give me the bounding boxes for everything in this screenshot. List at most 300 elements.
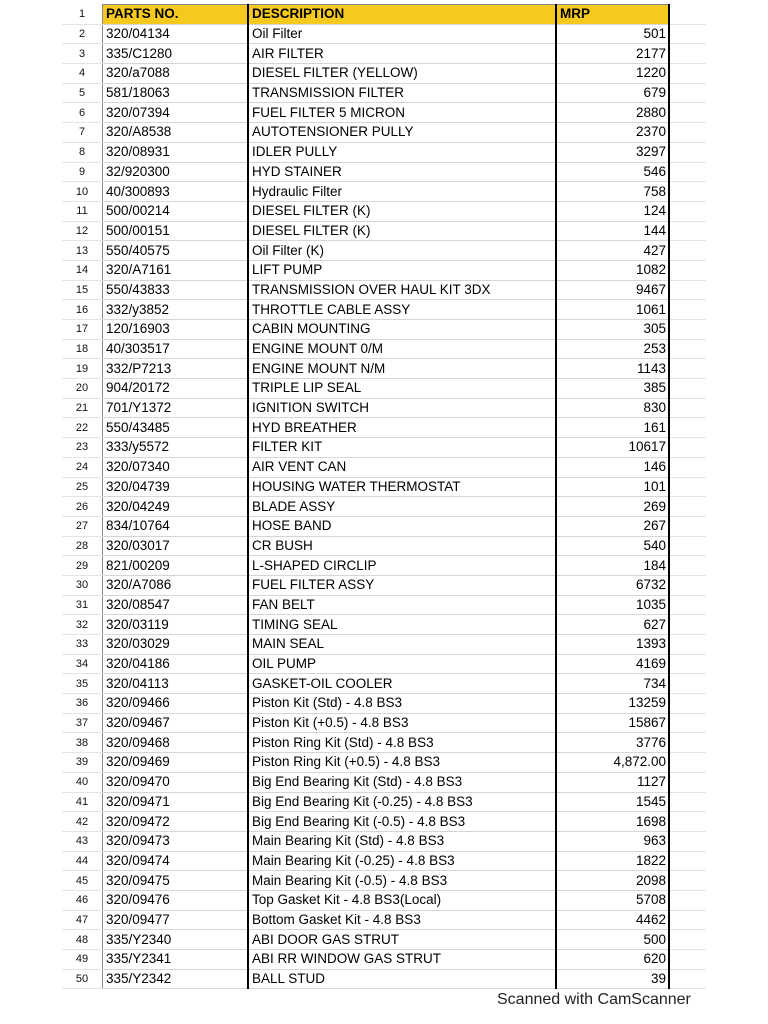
row-number: 13 <box>62 241 103 261</box>
description-cell: FUEL FILTER 5 MICRON <box>248 103 556 123</box>
empty-cell <box>669 103 706 123</box>
empty-cell <box>669 241 706 261</box>
table-row <box>62 930 706 950</box>
part-number-cell: 320/09466 <box>103 694 249 714</box>
empty-cell <box>669 339 706 359</box>
table-row <box>62 556 706 576</box>
row-number: 7 <box>62 123 103 143</box>
table-row <box>62 201 706 221</box>
part-number-cell: 320/04134 <box>103 24 249 44</box>
part-number-cell: 320/07340 <box>103 457 249 477</box>
row-number: 37 <box>62 713 103 733</box>
mrp-cell: 427 <box>556 241 669 261</box>
description-cell: Oil Filter <box>248 24 556 44</box>
mrp-cell: 3776 <box>556 733 669 753</box>
row-number: 2 <box>62 24 103 44</box>
part-number-cell: 320/04186 <box>103 654 249 674</box>
description-cell: Big End Bearing Kit (-0.25) - 4.8 BS3 <box>248 792 556 812</box>
empty-cell <box>669 635 706 655</box>
mrp-cell: 1698 <box>556 812 669 832</box>
row-number: 33 <box>62 635 103 655</box>
mrp-cell: 679 <box>556 83 669 103</box>
table-row <box>62 438 706 458</box>
description-cell: AIR VENT CAN <box>248 457 556 477</box>
table-row <box>62 536 706 556</box>
row-number: 42 <box>62 812 103 832</box>
part-number-cell: 320/09467 <box>103 713 249 733</box>
table-row <box>62 910 706 930</box>
empty-cell <box>669 398 706 418</box>
part-number-cell: 320/09472 <box>103 812 249 832</box>
row-number: 16 <box>62 300 103 320</box>
table-row <box>62 457 706 477</box>
empty-cell <box>669 123 706 143</box>
table-row <box>62 339 706 359</box>
empty-cell <box>669 595 706 615</box>
row-number: 15 <box>62 280 103 300</box>
description-cell: LIFT PUMP <box>248 260 556 280</box>
empty-cell <box>669 575 706 595</box>
mrp-cell: 3297 <box>556 142 669 162</box>
empty-cell <box>669 260 706 280</box>
row-number: 47 <box>62 910 103 930</box>
table-row <box>62 792 706 812</box>
scanner-watermark: Scanned with CamScanner <box>497 991 691 1008</box>
part-number-cell: 701/Y1372 <box>103 398 249 418</box>
mrp-cell: 385 <box>556 379 669 399</box>
description-cell: TIMING SEAL <box>248 615 556 635</box>
description-cell: FAN BELT <box>248 595 556 615</box>
table-row <box>62 320 706 340</box>
description-cell: HYD STAINER <box>248 162 556 182</box>
part-number-cell: 320/09473 <box>103 831 249 851</box>
part-number-cell: 320/09468 <box>103 733 249 753</box>
table-body <box>62 5 706 989</box>
mrp-cell: 1082 <box>556 260 669 280</box>
mrp-cell: 1220 <box>556 64 669 84</box>
part-number-cell: 333/y5572 <box>103 438 249 458</box>
description-cell: HYD BREATHER <box>248 418 556 438</box>
row-number: 25 <box>62 477 103 497</box>
empty-cell <box>669 950 706 970</box>
empty-cell <box>669 556 706 576</box>
row-number: 49 <box>62 950 103 970</box>
mrp-cell: 2098 <box>556 871 669 891</box>
empty-cell <box>669 182 706 202</box>
empty-cell <box>669 24 706 44</box>
mrp-cell: 4,872.00 <box>556 753 669 773</box>
header-row <box>62 5 706 25</box>
part-number-cell: 332/P7213 <box>103 359 249 379</box>
mrp-cell: 161 <box>556 418 669 438</box>
description-cell: ENGINE MOUNT 0/M <box>248 339 556 359</box>
part-number-cell: 320/08931 <box>103 142 249 162</box>
description-cell: Piston Ring Kit (+0.5) - 4.8 BS3 <box>248 753 556 773</box>
mrp-cell: 1127 <box>556 772 669 792</box>
empty-cell <box>669 890 706 910</box>
table-row <box>62 753 706 773</box>
row-number: 31 <box>62 595 103 615</box>
empty-cell <box>669 812 706 832</box>
description-cell: HOSE BAND <box>248 516 556 536</box>
table-row <box>62 123 706 143</box>
mrp-cell: 13259 <box>556 694 669 714</box>
description-cell: DIESEL FILTER (K) <box>248 221 556 241</box>
mrp-cell: 620 <box>556 950 669 970</box>
empty-cell <box>669 851 706 871</box>
description-cell: GASKET-OIL COOLER <box>248 674 556 694</box>
part-number-cell: 581/18063 <box>103 83 249 103</box>
table-row <box>62 969 706 989</box>
empty-cell <box>669 536 706 556</box>
mrp-cell: 830 <box>556 398 669 418</box>
table-row <box>62 851 706 871</box>
mrp-cell: 101 <box>556 477 669 497</box>
row-number: 28 <box>62 536 103 556</box>
row-number: 4 <box>62 64 103 84</box>
description-cell: Big End Bearing Kit (-0.5) - 4.8 BS3 <box>248 812 556 832</box>
description-cell: MAIN SEAL <box>248 635 556 655</box>
table-row <box>62 83 706 103</box>
empty-cell <box>669 969 706 989</box>
table-row <box>62 635 706 655</box>
part-number-cell: 500/00214 <box>103 201 249 221</box>
row-number: 41 <box>62 792 103 812</box>
row-number: 45 <box>62 871 103 891</box>
mrp-cell: 269 <box>556 497 669 517</box>
table-row <box>62 516 706 536</box>
part-number-cell: 320/09471 <box>103 792 249 812</box>
mrp-cell: 4169 <box>556 654 669 674</box>
table-row <box>62 300 706 320</box>
part-number-cell: 335/Y2342 <box>103 969 249 989</box>
mrp-cell: 734 <box>556 674 669 694</box>
part-number-cell: 320/A7161 <box>103 260 249 280</box>
table-row <box>62 950 706 970</box>
table-row <box>62 241 706 261</box>
part-number-cell: 320/03017 <box>103 536 249 556</box>
mrp-cell: 501 <box>556 24 669 44</box>
description-cell: Main Bearing Kit (-0.5) - 4.8 BS3 <box>248 871 556 891</box>
mrp-cell: 305 <box>556 320 669 340</box>
description-cell: ABI RR WINDOW GAS STRUT <box>248 950 556 970</box>
mrp-cell: 146 <box>556 457 669 477</box>
table-row <box>62 44 706 64</box>
part-number-cell: 40/300893 <box>103 182 249 202</box>
empty-cell <box>669 713 706 733</box>
table-row <box>62 182 706 202</box>
row-number: 9 <box>62 162 103 182</box>
table-row <box>62 831 706 851</box>
part-number-cell: 320/09476 <box>103 890 249 910</box>
mrp-cell: 2177 <box>556 44 669 64</box>
description-cell: Main Bearing Kit (-0.25) - 4.8 BS3 <box>248 851 556 871</box>
part-number-cell: 320/09469 <box>103 753 249 773</box>
description-cell: AIR FILTER <box>248 44 556 64</box>
row-number: 48 <box>62 930 103 950</box>
table-row <box>62 162 706 182</box>
row-number: 1 <box>62 5 103 25</box>
row-number: 23 <box>62 438 103 458</box>
mrp-cell: 1822 <box>556 851 669 871</box>
empty-cell <box>669 142 706 162</box>
empty-cell <box>669 930 706 950</box>
description-cell: DIESEL FILTER (K) <box>248 201 556 221</box>
table-row <box>62 64 706 84</box>
empty-cell <box>669 201 706 221</box>
row-number: 40 <box>62 772 103 792</box>
empty-cell <box>669 674 706 694</box>
row-number: 26 <box>62 497 103 517</box>
empty-cell <box>669 516 706 536</box>
row-number: 18 <box>62 339 103 359</box>
row-number: 22 <box>62 418 103 438</box>
row-number: 3 <box>62 44 103 64</box>
empty-cell <box>669 64 706 84</box>
row-number: 43 <box>62 831 103 851</box>
empty-cell <box>669 457 706 477</box>
mrp-cell: 184 <box>556 556 669 576</box>
table-row <box>62 694 706 714</box>
mrp-cell: 5708 <box>556 890 669 910</box>
description-cell: Hydraulic Filter <box>248 182 556 202</box>
description-cell: Piston Kit (Std) - 4.8 BS3 <box>248 694 556 714</box>
part-number-cell: 335/Y2341 <box>103 950 249 970</box>
empty-cell <box>669 300 706 320</box>
description-cell: TRANSMISSION OVER HAUL KIT 3DX <box>248 280 556 300</box>
header-mrp: MRP <box>556 5 669 25</box>
empty-cell <box>669 831 706 851</box>
mrp-cell: 124 <box>556 201 669 221</box>
description-cell: Piston Kit (+0.5) - 4.8 BS3 <box>248 713 556 733</box>
table-row <box>62 674 706 694</box>
part-number-cell: 320/09474 <box>103 851 249 871</box>
part-number-cell: 834/10764 <box>103 516 249 536</box>
description-cell: Top Gasket Kit - 4.8 BS3(Local) <box>248 890 556 910</box>
mrp-cell: 1545 <box>556 792 669 812</box>
part-number-cell: 320/09470 <box>103 772 249 792</box>
table-row <box>62 812 706 832</box>
part-number-cell: 320/08547 <box>103 595 249 615</box>
empty-cell <box>669 694 706 714</box>
row-number: 44 <box>62 851 103 871</box>
row-number: 24 <box>62 457 103 477</box>
description-cell: TRANSMISSION FILTER <box>248 83 556 103</box>
empty-cell <box>669 379 706 399</box>
description-cell: AUTOTENSIONER PULLY <box>248 123 556 143</box>
part-number-cell: 904/20172 <box>103 379 249 399</box>
table-row <box>62 260 706 280</box>
row-number: 34 <box>62 654 103 674</box>
table-row <box>62 359 706 379</box>
row-number: 35 <box>62 674 103 694</box>
row-number: 32 <box>62 615 103 635</box>
mrp-cell: 1143 <box>556 359 669 379</box>
description-cell: Piston Ring Kit (Std) - 4.8 BS3 <box>248 733 556 753</box>
description-cell: OIL PUMP <box>248 654 556 674</box>
table-row <box>62 497 706 517</box>
mrp-cell: 627 <box>556 615 669 635</box>
mrp-cell: 15867 <box>556 713 669 733</box>
empty-cell <box>669 162 706 182</box>
table-row <box>62 103 706 123</box>
part-number-cell: 320/a7088 <box>103 64 249 84</box>
part-number-cell: 550/40575 <box>103 241 249 261</box>
part-number-cell: 320/A8538 <box>103 123 249 143</box>
row-number: 30 <box>62 575 103 595</box>
empty-cell <box>669 438 706 458</box>
mrp-cell: 500 <box>556 930 669 950</box>
part-number-cell: 320/03029 <box>103 635 249 655</box>
description-cell: BLADE ASSY <box>248 497 556 517</box>
part-number-cell: 332/y3852 <box>103 300 249 320</box>
table-row <box>62 398 706 418</box>
part-number-cell: 500/00151 <box>103 221 249 241</box>
description-cell: FILTER KIT <box>248 438 556 458</box>
empty-cell <box>669 733 706 753</box>
table-row <box>62 477 706 497</box>
description-cell: ABI DOOR GAS STRUT <box>248 930 556 950</box>
empty-cell <box>669 772 706 792</box>
row-number: 12 <box>62 221 103 241</box>
part-number-cell: 320/04739 <box>103 477 249 497</box>
description-cell: L-SHAPED CIRCLIP <box>248 556 556 576</box>
mrp-cell: 253 <box>556 339 669 359</box>
description-cell: IGNITION SWITCH <box>248 398 556 418</box>
row-number: 20 <box>62 379 103 399</box>
mrp-cell: 1061 <box>556 300 669 320</box>
description-cell: Main Bearing Kit (Std) - 4.8 BS3 <box>248 831 556 851</box>
empty-cell <box>669 654 706 674</box>
part-number-cell: 335/Y2340 <box>103 930 249 950</box>
table-row <box>62 871 706 891</box>
table-row <box>62 890 706 910</box>
mrp-cell: 1035 <box>556 595 669 615</box>
empty-cell <box>669 792 706 812</box>
row-number: 14 <box>62 260 103 280</box>
table-row <box>62 24 706 44</box>
empty-cell <box>669 477 706 497</box>
empty-cell <box>669 497 706 517</box>
row-number: 10 <box>62 182 103 202</box>
part-number-cell: 32/920300 <box>103 162 249 182</box>
mrp-cell: 546 <box>556 162 669 182</box>
empty-cell <box>669 83 706 103</box>
empty-cell <box>669 320 706 340</box>
part-number-cell: 320/04249 <box>103 497 249 517</box>
mrp-cell: 10617 <box>556 438 669 458</box>
table-row <box>62 713 706 733</box>
table-row <box>62 379 706 399</box>
empty-cell <box>669 418 706 438</box>
row-number: 29 <box>62 556 103 576</box>
row-number: 5 <box>62 83 103 103</box>
empty-cell <box>669 615 706 635</box>
description-cell: Bottom Gasket Kit - 4.8 BS3 <box>248 910 556 930</box>
mrp-cell: 1393 <box>556 635 669 655</box>
table-row <box>62 733 706 753</box>
row-number: 17 <box>62 320 103 340</box>
row-number: 36 <box>62 694 103 714</box>
description-cell: ENGINE MOUNT N/M <box>248 359 556 379</box>
description-cell: Big End Bearing Kit (Std) - 4.8 BS3 <box>248 772 556 792</box>
part-number-cell: 40/303517 <box>103 339 249 359</box>
row-number: 19 <box>62 359 103 379</box>
description-cell: Oil Filter (K) <box>248 241 556 261</box>
description-cell: THROTTLE CABLE ASSY <box>248 300 556 320</box>
part-number-cell: 320/04113 <box>103 674 249 694</box>
part-number-cell: 821/00209 <box>103 556 249 576</box>
table-row <box>62 221 706 241</box>
empty-cell <box>669 871 706 891</box>
empty-cell <box>669 5 706 25</box>
empty-cell <box>669 910 706 930</box>
part-number-cell: 320/09477 <box>103 910 249 930</box>
row-number: 8 <box>62 142 103 162</box>
part-number-cell: 320/A7086 <box>103 575 249 595</box>
row-number: 11 <box>62 201 103 221</box>
mrp-cell: 963 <box>556 831 669 851</box>
empty-cell <box>669 359 706 379</box>
part-number-cell: 320/07394 <box>103 103 249 123</box>
table-row <box>62 772 706 792</box>
empty-cell <box>669 753 706 773</box>
table-row <box>62 142 706 162</box>
empty-cell <box>669 280 706 300</box>
mrp-cell: 2880 <box>556 103 669 123</box>
row-number: 46 <box>62 890 103 910</box>
table-row <box>62 654 706 674</box>
part-number-cell: 335/C1280 <box>103 44 249 64</box>
row-number: 27 <box>62 516 103 536</box>
description-cell: BALL STUD <box>248 969 556 989</box>
empty-cell <box>669 44 706 64</box>
header-description: DESCRIPTION <box>248 5 556 25</box>
mrp-cell: 267 <box>556 516 669 536</box>
part-number-cell: 320/03119 <box>103 615 249 635</box>
table-row <box>62 615 706 635</box>
part-number-cell: 550/43833 <box>103 280 249 300</box>
part-number-cell: 120/16903 <box>103 320 249 340</box>
empty-cell <box>669 221 706 241</box>
description-cell: IDLER PULLY <box>248 142 556 162</box>
mrp-cell: 758 <box>556 182 669 202</box>
mrp-cell: 4462 <box>556 910 669 930</box>
table-row <box>62 595 706 615</box>
description-cell: HOUSING WATER THERMOSTAT <box>248 477 556 497</box>
row-number: 6 <box>62 103 103 123</box>
mrp-cell: 6732 <box>556 575 669 595</box>
parts-price-table <box>62 4 706 989</box>
row-number: 21 <box>62 398 103 418</box>
mrp-cell: 540 <box>556 536 669 556</box>
table-row <box>62 418 706 438</box>
mrp-cell: 39 <box>556 969 669 989</box>
row-number: 38 <box>62 733 103 753</box>
description-cell: FUEL FILTER ASSY <box>248 575 556 595</box>
part-number-cell: 550/43485 <box>103 418 249 438</box>
row-number: 39 <box>62 753 103 773</box>
table-row <box>62 575 706 595</box>
description-cell: CABIN MOUNTING <box>248 320 556 340</box>
description-cell: DIESEL FILTER (YELLOW) <box>248 64 556 84</box>
mrp-cell: 9467 <box>556 280 669 300</box>
header-parts-no: PARTS NO. <box>103 5 249 25</box>
row-number: 50 <box>62 969 103 989</box>
table-row <box>62 280 706 300</box>
description-cell: TRIPLE LIP SEAL <box>248 379 556 399</box>
part-number-cell: 320/09475 <box>103 871 249 891</box>
